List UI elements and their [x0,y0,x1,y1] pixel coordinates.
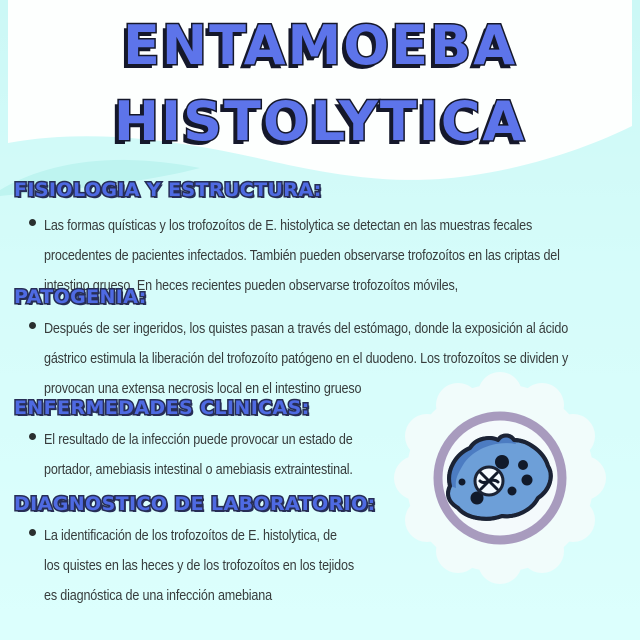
bullet-line: procedentes de pacientes infectados. También pueden observarse trofozoítos en las criptas del [44,246,560,264]
bullet-line: portador, amebiasis intestinal o amebiasis extraintestinal. [44,460,353,478]
bullet-line: El resultado de la infección puede provocar un estado de [44,430,353,448]
bullet-line: es diagnóstica de una infección amebiana [44,586,272,604]
amoeba-illustration [392,370,622,600]
bullet-item [44,520,413,610]
section-heading-diagnostico: DIAGNOSTICO DE LABORATORIO: [14,493,376,515]
bullet-line: gástrico estimula la liberación del trofozoíto patógeno en el duodeno. Los trofozoítos se dividen y [44,349,569,367]
bullet-line: Después de ser ingeridos, los quistes pasan a través del estómago, donde la exposición al ácido [44,319,569,337]
section-heading-enfermedades: ENFERMEDADES CLINICAS: [14,397,310,419]
bullet-line: Las formas quísticas y los trofozoítos de E. histolytica se detectan en las muestras fecales [44,216,533,234]
bullet-dot [29,529,36,536]
bullet-dot [29,433,36,440]
title-line-1: ENTAMOEBA [123,14,517,77]
section-heading-patogenia: PATOGENIA: [14,286,147,308]
bullet-line: La identificación de los trofozoítos de E. histolytica, de [44,526,337,544]
bullet-line: provocan una extensa necrosis local en el intestino grueso [44,379,362,397]
bullet-item [44,424,412,484]
page-title [8,0,632,160]
section-heading-fisiologia: FISIOLOGIA Y ESTRUCTURA: [14,179,322,201]
title-line-2: HISTOLYTICA [113,90,527,153]
bullet-line: intestino grueso. En heces recientes pueden observarse trofozoítos móviles, [44,276,458,294]
bullet-dot [29,322,36,329]
bullet-item [44,313,640,403]
bullet-line: los quistes en las heces y de los trofozoítos en los tejidos [44,556,354,574]
bullet-dot [29,219,36,226]
